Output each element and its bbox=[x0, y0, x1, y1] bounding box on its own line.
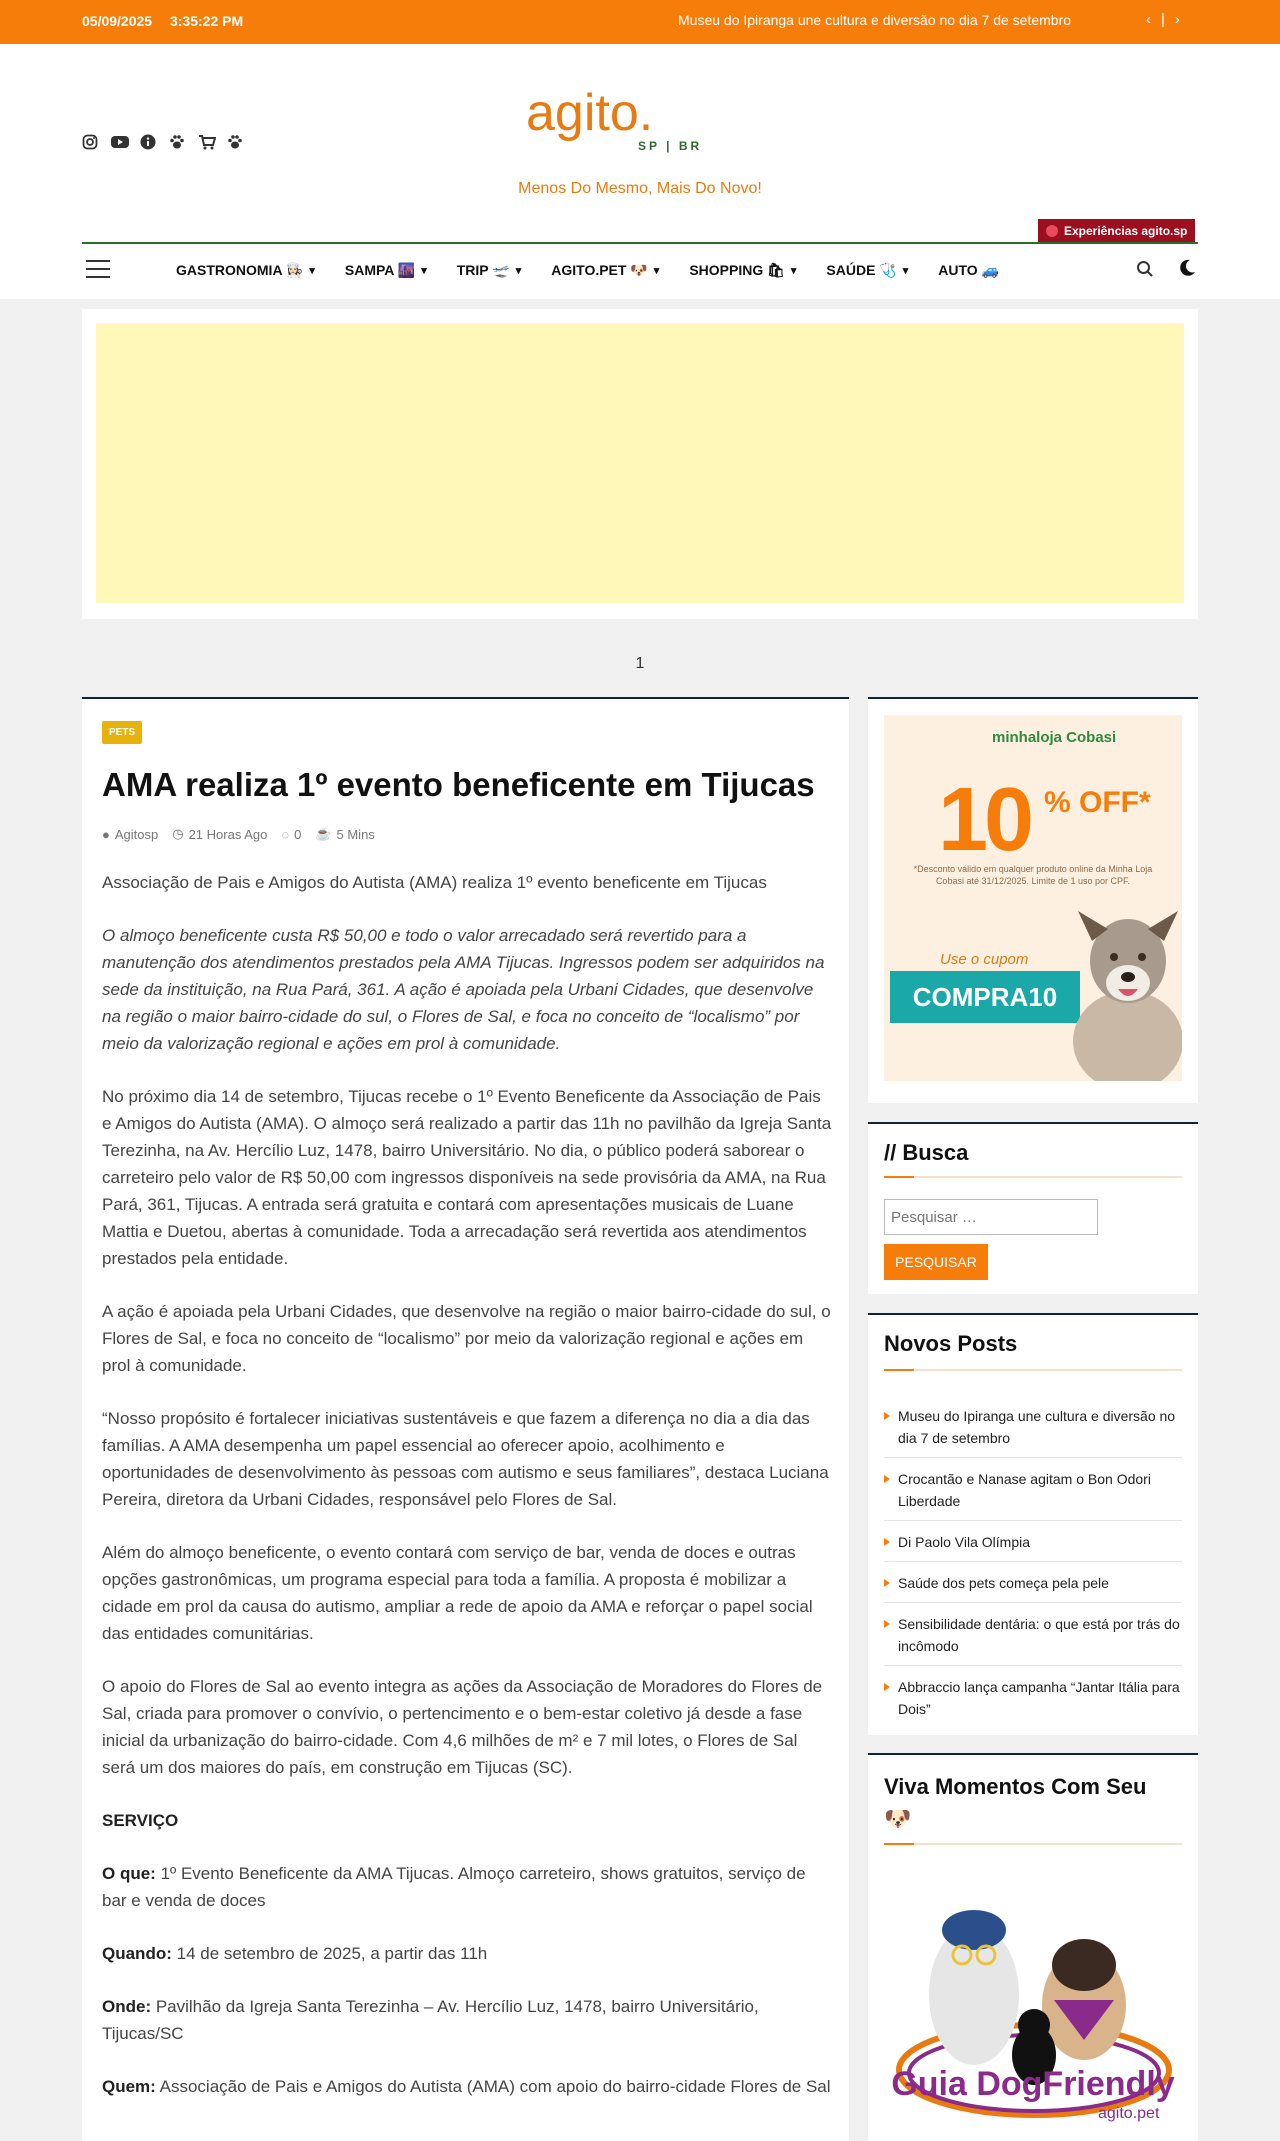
paragraph: “Nosso propósito é fortalecer iniciativas sustentáveis e que fazem a diferença no dia a dia das famílias. A AMA desempenha um papel essencial ao oferecer apoio, acolhimento e oportunidades de desenvolvimento às pessoas com autismo e seus familiares”, destaca Luciana Pereira, diretora da Urbani Cidades, responsável pelo Flores de Sal. bbox=[102, 1409, 829, 1509]
paragraph: A ação é apoiada pela Urbani Cidades, que desenvolve na região o maior bairro-cidade do sul, o Flores de Sal, e foca no conceito de “localismo” por meio da valorização regional e ações em prol à comunidade. bbox=[102, 1302, 831, 1375]
cart-icon[interactable] bbox=[198, 134, 214, 150]
paragraph-lead: O almoço beneficente custa R$ 50,00 e todo o valor arrecadado será revertido para a manutenção dos atendimentos prestados pela AMA Tijucas. Ingressos podem ser adquiridos na sede da instituição, na Rua Pará, 361. A ação é apoiada pela Urbani Cidades, que desenvolve na região o maior bairro-cidade do sul, o Flores de Sal, e foca no conceito de “localismo” por meio da valorização regional e ações em prol à comunidade. bbox=[102, 926, 825, 1053]
chevron-down-icon: ▾ bbox=[515, 265, 522, 277]
dog-illustration bbox=[1068, 891, 1182, 1081]
promo-discount: 10 bbox=[938, 770, 1031, 870]
read-time: ☕ 5 Mins bbox=[315, 826, 375, 842]
nav-item-sampa[interactable]: SAMPA 🌆 ▾ bbox=[344, 262, 427, 278]
hamburger-menu-icon[interactable] bbox=[86, 260, 110, 280]
clock-icon: ◷ bbox=[172, 826, 184, 841]
sidebar-dogfriendly-widget bbox=[868, 1753, 1198, 2141]
ticker-separator: | bbox=[1161, 11, 1165, 28]
nav-item-trip[interactable]: TRIP 🛫 ▾ bbox=[456, 262, 522, 278]
paragraph: No próximo dia 14 de setembro, Tijucas recebe o 1º Evento Beneficente da Associação de Pais e Amigos do Autista (AMA). O almoço será realizado a partir das 11h no pavilhão da Igreja Santa Terezinha, na Av. Hercílio Luz, 1478, bairro Universitário. No dia, o público poderá saborear o carreteiro pelo valor de R$ 50,00 com ingressos disponíveis na sede provisória da AMA, na Rua Pará, 361, Tijucas. A entrada será gratuita e contará com apresentações musicais de Luane Mattia e Duetou, abertas à comunidade. Toda a arrecadação será revertida aos atendimentos prestados pela entidade. bbox=[102, 1087, 832, 1268]
recent-post-link[interactable]: Sensibilidade dentária: o que está por trás do incômodo bbox=[884, 1607, 1182, 1666]
chevron-down-icon: ▾ bbox=[902, 265, 909, 277]
search-input[interactable] bbox=[884, 1199, 1098, 1235]
service-heading: SERVIÇO bbox=[102, 1811, 179, 1830]
service-what: O que: 1º Evento Beneficente da AMA Tijucas. Almoço carreteiro, shows gratuitos, serviço de bar e venda de doces bbox=[102, 1864, 806, 1910]
user-icon: ● bbox=[102, 826, 110, 842]
search-button[interactable]: PESQUISAR bbox=[884, 1244, 988, 1280]
coffee-icon: ☕ bbox=[315, 826, 332, 841]
paw-icon[interactable] bbox=[227, 134, 243, 150]
current-time: 3:35:22 PM bbox=[169, 13, 244, 29]
promo-brand: minhaloja Cobasi bbox=[992, 729, 1117, 746]
site-tagline: Menos Do Mesmo, Mais Do Novo! bbox=[518, 180, 762, 197]
sidebar-promo-widget bbox=[868, 697, 1198, 1103]
comments-count[interactable]: ◌ 0 bbox=[281, 826, 302, 842]
paragraph: O apoio do Flores de Sal ao evento integra as ações da Associação de Moradores do Flores de Sal, criada para promover o convívio, o pertencimento e o bem-estar coletivo já desde a fase inicial da urbanização do bairro-cidade. Com 4,6 milhões de m² e 7 mil lotes, o Flores de Sal será um dos maiores do país, em construção em Tijucas (SC). bbox=[102, 1677, 823, 1777]
service-where: Onde: Pavilhão da Igreja Santa Terezinha – Av. Hercílio Luz, 1478, bairro Universitário, Tijucas/SC bbox=[102, 1997, 759, 2043]
ad-banner[interactable] bbox=[96, 323, 1184, 603]
category-badge[interactable]: PETS bbox=[102, 721, 142, 744]
menu-items bbox=[176, 262, 1029, 279]
sidebar-search-widget bbox=[868, 1122, 1198, 1294]
site-logo[interactable] bbox=[526, 88, 706, 160]
nav-item-agito-pet[interactable]: AGITO.PET 🐶 ▾ bbox=[551, 262, 660, 278]
date-time bbox=[82, 13, 257, 29]
chevron-down-icon: ▾ bbox=[653, 265, 660, 277]
social-icons bbox=[82, 134, 243, 150]
dogfriendly-brand: Guia DogFriendly bbox=[891, 2065, 1175, 2103]
chevron-down-icon: ▾ bbox=[309, 265, 315, 277]
recent-post-link[interactable]: Museu do Ipiranga une cultura e diversão no dia 7 de setembro bbox=[884, 1399, 1182, 1458]
recent-post-link[interactable]: Crocantão e Nanase agitam o Bon Odori Liberdade bbox=[884, 1462, 1182, 1521]
recent-post-link[interactable]: Saúde dos pets começa pela pele bbox=[884, 1566, 1182, 1603]
chevron-down-icon: ▾ bbox=[421, 265, 427, 277]
service-when: Quando: 14 de setembro de 2025, a partir das 11h bbox=[102, 1944, 488, 1963]
main-navigation bbox=[82, 250, 1198, 292]
promo-use-label: Use o cupom bbox=[940, 951, 1029, 968]
paw-icon[interactable] bbox=[169, 134, 185, 150]
news-ticker[interactable]: Museu do Ipiranga une cultura e diversão no dia 7 de setembro bbox=[678, 12, 1072, 28]
ticker-prev-icon[interactable]: ‹ bbox=[1146, 11, 1151, 28]
article-meta bbox=[102, 826, 375, 842]
time-ago: ◷ 21 Horas Ago bbox=[172, 826, 268, 842]
article-title: AMA realiza 1º evento beneficente em Tijucas bbox=[102, 766, 815, 803]
search-icon[interactable] bbox=[1136, 260, 1154, 283]
nav-item-auto[interactable]: AUTO 🚙 bbox=[938, 262, 1000, 278]
paragraph: Associação de Pais e Amigos do Autista (AMA) realiza 1º evento beneficente em Tijucas bbox=[102, 873, 767, 892]
dogfriendly-site: agito.pet bbox=[1098, 2105, 1160, 2122]
nav-item-gastronomia[interactable]: GASTRONOMIA 👩🏻‍🍳 ▾ bbox=[176, 262, 315, 278]
search-widget-title: // Busca bbox=[884, 1140, 969, 1165]
site-header bbox=[0, 44, 1280, 299]
promo-fine-print: *Desconto válido em qualquer produto online da Minha Loja Cobasi até 31/12/2025. Limite de 1 uso por CPF. bbox=[913, 864, 1153, 886]
pagination[interactable]: 1 bbox=[635, 655, 645, 672]
title-underline bbox=[884, 1176, 1182, 1178]
experience-dot-icon bbox=[1046, 225, 1058, 237]
paragraph: Além do almoço beneficente, o evento contará com serviço de bar, venda de doces e outras opções gastronômicas, um programa especial para toda a família. A proposta é mobilizar a cidade em prol da causa do autismo, ampliar a rede de apoio da AMA e reforçar o papel social das entidades comunitárias. bbox=[102, 1543, 813, 1643]
recent-posts-list bbox=[884, 1399, 1182, 1732]
ticker-controls bbox=[1146, 11, 1180, 28]
sidebar-recent-posts bbox=[868, 1313, 1198, 1735]
header-divider bbox=[82, 242, 1198, 244]
promo-off-label: % OFF* bbox=[1044, 786, 1151, 819]
recent-post-link[interactable]: Di Paolo Vila Olímpia bbox=[884, 1525, 1182, 1562]
comment-icon: ◌ bbox=[281, 826, 290, 842]
nav-item-saude[interactable]: SAÚDE 🩺 ▾ bbox=[826, 262, 909, 278]
ticker-next-icon[interactable]: › bbox=[1174, 11, 1180, 28]
top-bar bbox=[0, 0, 1280, 44]
title-underline bbox=[884, 1369, 1182, 1371]
youtube-icon[interactable] bbox=[111, 134, 127, 150]
logo-sub: SP | BR bbox=[638, 139, 703, 153]
logo-main: agito. bbox=[526, 88, 654, 142]
title-underline bbox=[884, 1843, 1182, 1845]
instagram-icon[interactable] bbox=[82, 134, 98, 150]
dark-mode-icon[interactable] bbox=[1177, 258, 1197, 284]
experiences-label: Experiências agito.sp bbox=[1064, 224, 1188, 238]
chevron-down-icon: ▾ bbox=[790, 265, 797, 277]
cobasi-promo-banner[interactable] bbox=[884, 715, 1182, 1081]
promo-coupon: COMPRA10 bbox=[890, 971, 1080, 1023]
author[interactable]: ● Agitosp bbox=[102, 826, 159, 842]
info-icon[interactable] bbox=[140, 134, 156, 150]
dogfriendly-title: Viva Momentos Com Seu 🐶 bbox=[884, 1774, 1147, 1831]
service-who: Quem: Associação de Pais e Amigos do Autista (AMA) com apoio do bairro-cidade Flores de Sal bbox=[102, 2077, 831, 2096]
experiences-button[interactable] bbox=[1038, 219, 1195, 243]
ad-container bbox=[82, 309, 1198, 619]
recent-post-link[interactable]: Abbraccio lança campanha “Jantar Itália para Dois” bbox=[884, 1670, 1182, 1728]
current-date: 05/09/2025 bbox=[82, 13, 153, 29]
article bbox=[82, 697, 849, 2141]
recent-posts-title: Novos Posts bbox=[884, 1331, 1018, 1356]
article-body bbox=[102, 869, 832, 2126]
nav-item-shopping[interactable]: SHOPPING 🛍 ▾ bbox=[689, 262, 797, 278]
